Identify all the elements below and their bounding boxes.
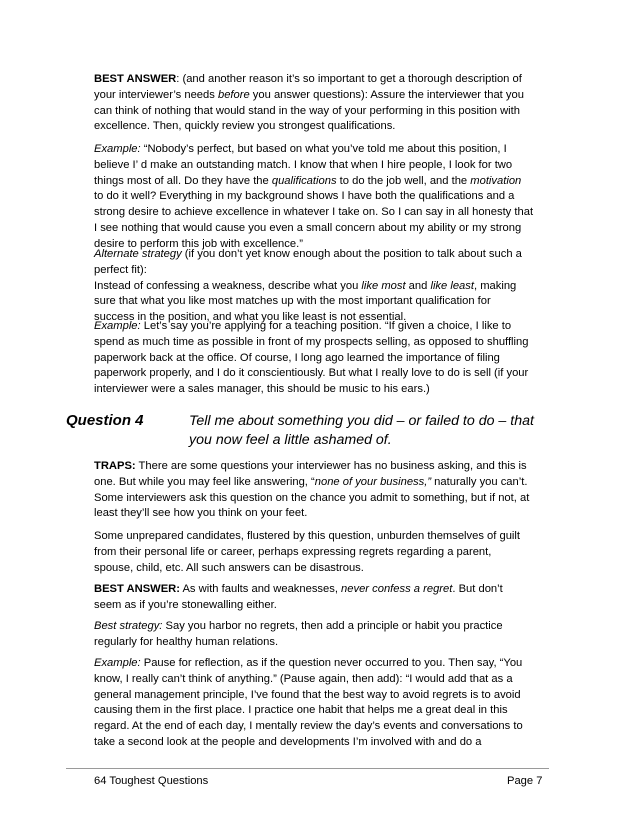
alternate-strategy-label: Alternate strategy xyxy=(94,248,182,260)
best-answer-label: BEST ANSWER xyxy=(94,73,177,85)
question-text: Tell me about something you did – or failed to do – that you now feel a little ashamed of. xyxy=(189,413,534,448)
question-number: Question 4 xyxy=(66,412,144,429)
best-strategy-paragraph: Best strategy: Say you harbor no regrets, then add a principle or habit you practice regularly for healthy human relations. xyxy=(94,620,503,648)
best-answer-paragraph-2: BEST ANSWER: As with faults and weaknesses, never confess a regret. But don’t seem as if you’re stonewalling either. xyxy=(94,583,503,611)
example-paragraph-1: Example: “Nobody’s perfect, but based on what you’ve told me about this position, I believe I’ d make an outstanding match. I know that when I hire people, I look for two things most of all. Do they have the qualifications to do the job well, and the motivation to do it well? Everything in my background shows I have both the qualifications and a strong desire to achieve excellence in whatever I take on. So I can say in all honesty that I see nothing that would cause you even a small concern about my ability or my strong desire to perform this job with excellence.” xyxy=(94,143,534,250)
best-answer-paragraph: BEST ANSWER: (and another reason it’s so important to get a thorough description of your interviewer’s needs before you answer questions): Assure the interviewer that you can think of nothing that would stand in the way of your performing in this position with excellence. Then, quickly review you strongest qualifications. xyxy=(94,73,524,133)
traps-label: TRAPS: xyxy=(94,460,136,472)
example-label: Example: xyxy=(94,320,141,332)
page-number: Page 7 xyxy=(507,775,543,787)
unprepared-candidates-paragraph: Some unprepared candidates, flustered by this question, unburden themselves of guilt from their personal life or career, perhaps expressing regrets regarding a parent, spouse, child, etc. All such answers can be disastrous. xyxy=(94,530,521,574)
example-paragraph-3: Example: Pause for reflection, as if the question never occurred to you. Then say, “You know, I really can’t think of anything.” (Pause again, then add): “I would add that as a general management principle, I’ve found that the best way to avoid regrets is to avoid causing them in the first place. I practice one habit that helps me a great deal in this regard. At the end of each day, I mentally review the day’s events and conversations to take a second look at the people and developments I’m involved with and do a xyxy=(94,657,523,748)
footer-title: 64 Toughest Questions xyxy=(94,775,209,787)
best-strategy-label: Best strategy: xyxy=(94,620,163,632)
example-paragraph-2: Example: Let’s say you’re applying for a teaching position. “If given a choice, I like to spend as much time as possible in front of my prospects selling, as opposed to shuffling paperwork back at the office. Of course, I long ago learned the importance of filing paperwork properly, and I do it conscientiously. But what I really love to do is sell (if your interviewer were a sales manager, this should be music to his ears.) xyxy=(94,320,529,396)
example-label: Example: xyxy=(94,657,141,669)
alternate-strategy-paragraph: Alternate strategy (if you don’t yet know enough about the position to talk about such a perfect fit): Instead of confessing a weakness, describe what you like most and like least, making sure that what you like most matches up with the most important qualification for success in the position, and what you like least is not essential. xyxy=(94,248,522,324)
example-label: Example: xyxy=(94,143,141,155)
footer-divider xyxy=(66,768,549,769)
best-answer-label: BEST ANSWER: xyxy=(94,583,180,595)
traps-paragraph: TRAPS: There are some questions your interviewer has no business asking, and this is one. But while you may feel like answering, “none of your business,” naturally you can’t. Some interviewers ask this question on the chance you admit to something, but if not, at least they’ll see how you think on your feet. xyxy=(94,460,530,520)
